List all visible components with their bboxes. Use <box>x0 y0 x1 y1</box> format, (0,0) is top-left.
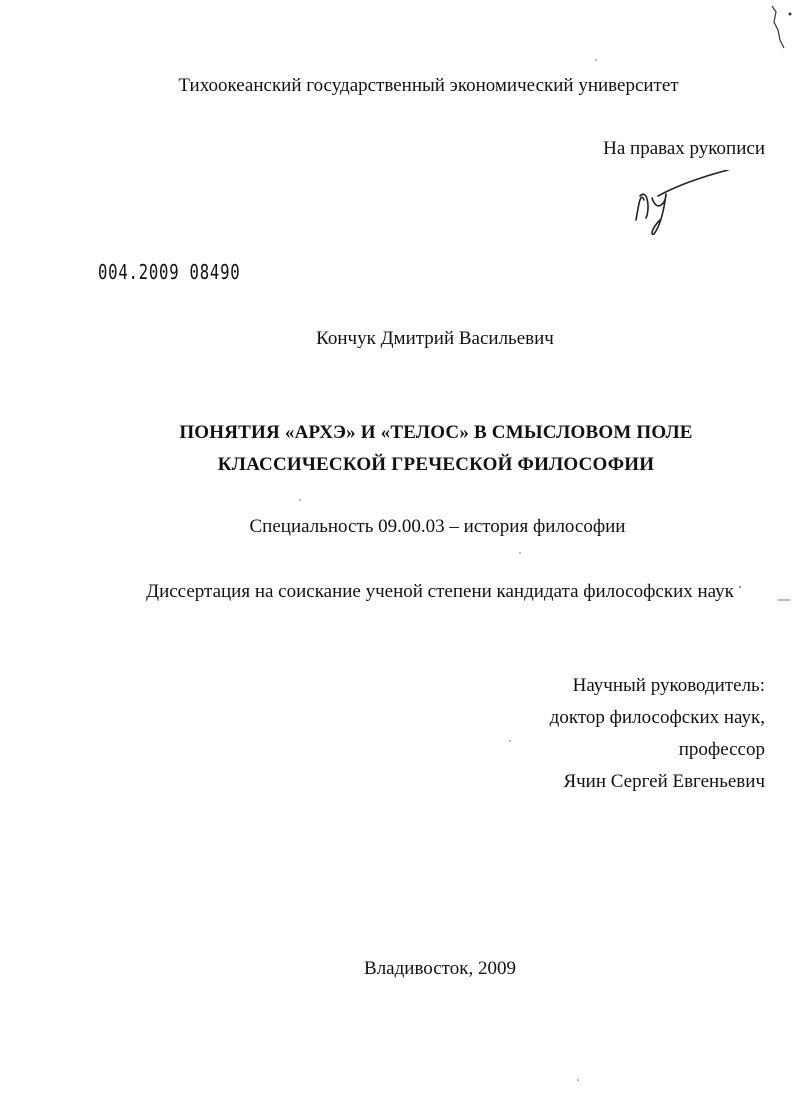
title-line-1: ПОНЯТИЯ «АРХЭ» И «ТЕЛОС» В СМЫСЛОВОМ ПОЛЕ <box>179 422 693 443</box>
author-name: Кончук Дмитрий Васильевич <box>316 328 554 349</box>
supervisor-label: Научный руководитель: <box>572 675 765 696</box>
dissertation-statement: Диссертация на соискание ученой степени кандидата философских наук <box>146 581 734 602</box>
archive-number: 004.2009 08490 <box>98 260 241 284</box>
rights-note: На правах рукописи <box>603 138 765 159</box>
specialty: Специальность 09.00.03 – история философии <box>249 516 626 537</box>
university-name: Тихоокеанский государственный экономический университет <box>178 75 679 96</box>
supervisor-rank: профессор <box>678 739 765 760</box>
title-line-2: КЛАССИЧЕСКОЙ ГРЕЧЕСКОЙ ФИЛОСОФИИ <box>217 454 655 475</box>
supervisor-name: Ячин Сергей Евгеньевич <box>563 771 765 792</box>
place-year: Владивосток, 2009 <box>364 958 516 979</box>
supervisor-degree: доктор философских наук, <box>549 707 765 728</box>
